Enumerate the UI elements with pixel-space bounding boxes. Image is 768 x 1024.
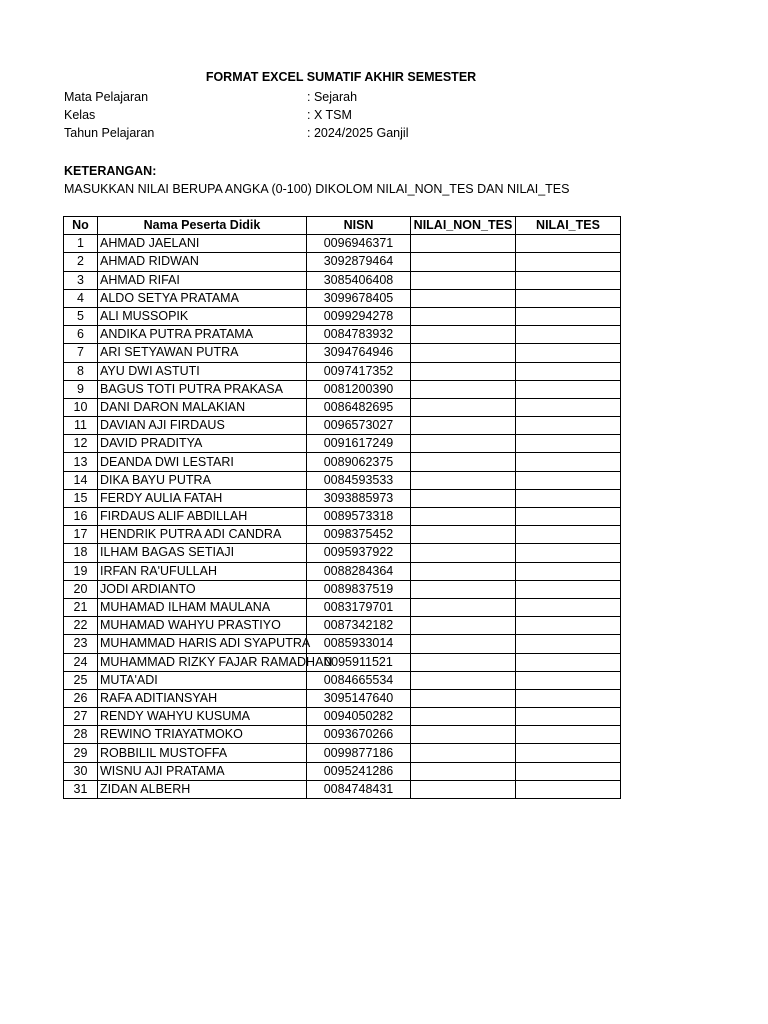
row-number: 30 xyxy=(64,762,98,780)
table-row xyxy=(64,526,621,544)
row-number: 10 xyxy=(64,398,98,416)
student-nisn: 0081200390 xyxy=(307,380,411,398)
nilai-non-tes-cell[interactable] xyxy=(411,580,516,598)
row-number: 24 xyxy=(64,653,98,671)
student-name: JODI ARDIANTO xyxy=(98,580,307,598)
row-number: 15 xyxy=(64,489,98,507)
nilai-tes-cell[interactable] xyxy=(516,326,621,344)
nilai-tes-cell[interactable] xyxy=(516,762,621,780)
nilai-non-tes-cell[interactable] xyxy=(411,417,516,435)
student-name: DIKA BAYU PUTRA xyxy=(98,471,307,489)
student-name: FERDY AULIA FATAH xyxy=(98,489,307,507)
nilai-non-tes-cell[interactable] xyxy=(411,271,516,289)
nilai-tes-cell[interactable] xyxy=(516,653,621,671)
table-header-row xyxy=(64,217,621,235)
student-nisn: 0084748431 xyxy=(307,780,411,798)
student-name: MUHAMAD WAHYU PRASTIYO xyxy=(98,617,307,635)
keterangan-text: MASUKKAN NILAI BERUPA ANGKA (0-100) DIKOLOM NILAI_NON_TES DAN NILAI_TES xyxy=(64,182,570,196)
nilai-tes-cell[interactable] xyxy=(516,617,621,635)
table-row xyxy=(64,653,621,671)
student-nisn: 0088284364 xyxy=(307,562,411,580)
row-number: 9 xyxy=(64,380,98,398)
nilai-tes-cell[interactable] xyxy=(516,708,621,726)
meta-value: : 2024/2025 Ganjil xyxy=(307,126,409,141)
student-nisn: 0095241286 xyxy=(307,762,411,780)
nilai-non-tes-cell[interactable] xyxy=(411,362,516,380)
student-name: RAFA ADITIANSYAH xyxy=(98,689,307,707)
student-name: DAVIAN AJI FIRDAUS xyxy=(98,417,307,435)
table-row xyxy=(64,417,621,435)
nilai-tes-cell[interactable] xyxy=(516,671,621,689)
student-name: WISNU AJI PRATAMA xyxy=(98,762,307,780)
row-number: 13 xyxy=(64,453,98,471)
nilai-non-tes-cell[interactable] xyxy=(411,617,516,635)
row-number: 6 xyxy=(64,326,98,344)
student-nisn: 0089573318 xyxy=(307,508,411,526)
nilai-non-tes-cell[interactable] xyxy=(411,598,516,616)
nilai-non-tes-cell[interactable] xyxy=(411,689,516,707)
row-number: 3 xyxy=(64,271,98,289)
nilai-tes-cell[interactable] xyxy=(516,362,621,380)
student-name: AYU DWI ASTUTI xyxy=(98,362,307,380)
row-number: 29 xyxy=(64,744,98,762)
nilai-tes-cell[interactable] xyxy=(516,526,621,544)
student-grade-table xyxy=(63,216,621,799)
student-nisn: 0099294278 xyxy=(307,307,411,325)
student-nisn: 0084593533 xyxy=(307,471,411,489)
table-row xyxy=(64,289,621,307)
student-nisn: 0086482695 xyxy=(307,398,411,416)
row-number: 23 xyxy=(64,635,98,653)
table-row xyxy=(64,344,621,362)
table-row xyxy=(64,617,621,635)
nilai-non-tes-cell[interactable] xyxy=(411,544,516,562)
student-nisn: 0085933014 xyxy=(307,635,411,653)
row-number: 25 xyxy=(64,671,98,689)
table-row xyxy=(64,708,621,726)
nilai-non-tes-cell[interactable] xyxy=(411,453,516,471)
table-row xyxy=(64,562,621,580)
nilai-non-tes-cell[interactable] xyxy=(411,289,516,307)
nilai-tes-cell[interactable] xyxy=(516,417,621,435)
meta-value: : Sejarah xyxy=(307,90,358,104)
student-name: ILHAM BAGAS SETIAJI xyxy=(98,544,307,562)
nilai-non-tes-cell[interactable] xyxy=(411,344,516,362)
student-nisn: 3092879464 xyxy=(307,253,411,271)
student-name: ANDIKA PUTRA PRATAMA xyxy=(98,326,307,344)
nilai-tes-cell[interactable] xyxy=(516,235,621,253)
student-nisn: 0098375452 xyxy=(307,526,411,544)
student-nisn: 3085406408 xyxy=(307,271,411,289)
table-row xyxy=(64,671,621,689)
nilai-non-tes-cell[interactable] xyxy=(411,744,516,762)
student-name: AHMAD RIDWAN xyxy=(98,253,307,271)
nilai-tes-cell[interactable] xyxy=(516,580,621,598)
table-row xyxy=(64,726,621,744)
nilai-tes-cell[interactable] xyxy=(516,289,621,307)
row-number: 18 xyxy=(64,544,98,562)
header-nilai-tes: NILAI_TES xyxy=(516,217,621,235)
row-number: 8 xyxy=(64,362,98,380)
student-nisn: 0093670266 xyxy=(307,726,411,744)
nilai-tes-cell[interactable] xyxy=(516,398,621,416)
nilai-tes-cell[interactable] xyxy=(516,744,621,762)
nilai-tes-cell[interactable] xyxy=(516,489,621,507)
header-nisn: NISN xyxy=(307,217,411,235)
student-nisn: 0096573027 xyxy=(307,417,411,435)
student-name: ALI MUSSOPIK xyxy=(98,307,307,325)
row-number: 27 xyxy=(64,708,98,726)
meta-label: Tahun Pelajaran xyxy=(64,126,155,141)
meta-row-kelas xyxy=(64,106,624,124)
student-nisn: 0083179701 xyxy=(307,598,411,616)
table-row xyxy=(64,235,621,253)
nilai-tes-cell[interactable] xyxy=(516,307,621,325)
row-number: 4 xyxy=(64,289,98,307)
row-number: 5 xyxy=(64,307,98,325)
row-number: 17 xyxy=(64,526,98,544)
student-nisn: 3093885973 xyxy=(307,489,411,507)
student-nisn: 0095911521 xyxy=(307,653,411,671)
row-number: 19 xyxy=(64,562,98,580)
nilai-non-tes-cell[interactable] xyxy=(411,380,516,398)
nilai-non-tes-cell[interactable] xyxy=(411,562,516,580)
student-nisn: 0095937922 xyxy=(307,544,411,562)
row-number: 28 xyxy=(64,726,98,744)
nilai-tes-cell[interactable] xyxy=(516,726,621,744)
table-row xyxy=(64,253,621,271)
table-body xyxy=(64,235,621,799)
student-nisn: 0089837519 xyxy=(307,580,411,598)
row-number: 14 xyxy=(64,471,98,489)
table-row xyxy=(64,326,621,344)
row-number: 12 xyxy=(64,435,98,453)
student-name: IRFAN RA'UFULLAH xyxy=(98,562,307,580)
nilai-non-tes-cell[interactable] xyxy=(411,653,516,671)
nilai-tes-cell[interactable] xyxy=(516,271,621,289)
student-name: FIRDAUS ALIF ABDILLAH xyxy=(98,508,307,526)
keterangan-heading: KETERANGAN: xyxy=(64,164,157,178)
row-number: 20 xyxy=(64,580,98,598)
table-row xyxy=(64,635,621,653)
table-row xyxy=(64,689,621,707)
student-nisn: 0084665534 xyxy=(307,671,411,689)
nilai-tes-cell[interactable] xyxy=(516,689,621,707)
student-nisn: 0096946371 xyxy=(307,235,411,253)
student-name: AHMAD RIFAI xyxy=(98,271,307,289)
row-number: 31 xyxy=(64,780,98,798)
student-name: MUHAMMAD HARIS ADI SYAPUTRA xyxy=(98,635,307,653)
table-row xyxy=(64,744,621,762)
student-name: DANI DARON MALAKIAN xyxy=(98,398,307,416)
nilai-tes-cell[interactable] xyxy=(516,780,621,798)
student-name: ROBBILIL MUSTOFFA xyxy=(98,744,307,762)
row-number: 26 xyxy=(64,689,98,707)
student-name: HENDRIK PUTRA ADI CANDRA xyxy=(98,526,307,544)
row-number: 1 xyxy=(64,235,98,253)
meta-row-mata-pelajaran xyxy=(64,88,624,106)
student-nisn: 0091617249 xyxy=(307,435,411,453)
student-name: DEANDA DWI LESTARI xyxy=(98,453,307,471)
nilai-non-tes-cell[interactable] xyxy=(411,526,516,544)
student-name: REWINO TRIAYATMOKO xyxy=(98,726,307,744)
nilai-non-tes-cell[interactable] xyxy=(411,508,516,526)
nilai-non-tes-cell[interactable] xyxy=(411,708,516,726)
document-title: FORMAT EXCEL SUMATIF AKHIR SEMESTER xyxy=(205,70,477,84)
nilai-non-tes-cell[interactable] xyxy=(411,726,516,744)
student-name: AHMAD JAELANI xyxy=(98,235,307,253)
nilai-non-tes-cell[interactable] xyxy=(411,762,516,780)
student-nisn: 3099678405 xyxy=(307,289,411,307)
header-no: No xyxy=(64,217,98,235)
student-name: ARI SETYAWAN PUTRA xyxy=(98,344,307,362)
student-name: MUHAMMAD RIZKY FAJAR RAMADHAN xyxy=(98,653,307,671)
row-number: 2 xyxy=(64,253,98,271)
student-nisn: 0094050282 xyxy=(307,708,411,726)
nilai-non-tes-cell[interactable] xyxy=(411,398,516,416)
meta-label: Mata Pelajaran xyxy=(64,90,149,104)
table-row xyxy=(64,762,621,780)
student-name: ALDO SETYA PRATAMA xyxy=(98,289,307,307)
student-name: MUHAMAD ILHAM MAULANA xyxy=(98,598,307,616)
nilai-tes-cell[interactable] xyxy=(516,435,621,453)
table-row xyxy=(64,489,621,507)
student-nisn: 0089062375 xyxy=(307,453,411,471)
student-name: MUTA'ADI xyxy=(98,671,307,689)
nilai-tes-cell[interactable] xyxy=(516,453,621,471)
nilai-non-tes-cell[interactable] xyxy=(411,471,516,489)
table-row xyxy=(64,598,621,616)
nilai-non-tes-cell[interactable] xyxy=(411,671,516,689)
table-row xyxy=(64,271,621,289)
table-row xyxy=(64,435,621,453)
nilai-tes-cell[interactable] xyxy=(516,344,621,362)
table-row xyxy=(64,580,621,598)
nilai-non-tes-cell[interactable] xyxy=(411,326,516,344)
header-nilai-non-tes: NILAI_NON_TES xyxy=(411,217,516,235)
nilai-tes-cell[interactable] xyxy=(516,253,621,271)
student-nisn: 0087342182 xyxy=(307,617,411,635)
nilai-tes-cell[interactable] xyxy=(516,598,621,616)
nilai-tes-cell[interactable] xyxy=(516,562,621,580)
student-nisn: 0099877186 xyxy=(307,744,411,762)
nilai-tes-cell[interactable] xyxy=(516,635,621,653)
table-row xyxy=(64,471,621,489)
nilai-tes-cell[interactable] xyxy=(516,508,621,526)
row-number: 16 xyxy=(64,508,98,526)
table-row xyxy=(64,362,621,380)
row-number: 7 xyxy=(64,344,98,362)
nilai-non-tes-cell[interactable] xyxy=(411,435,516,453)
nilai-tes-cell[interactable] xyxy=(516,380,621,398)
table-row xyxy=(64,380,621,398)
nilai-non-tes-cell[interactable] xyxy=(411,307,516,325)
student-nisn: 3095147640 xyxy=(307,689,411,707)
student-nisn: 3094764946 xyxy=(307,344,411,362)
nilai-non-tes-cell[interactable] xyxy=(411,780,516,798)
table-row xyxy=(64,508,621,526)
nilai-non-tes-cell[interactable] xyxy=(411,235,516,253)
nilai-non-tes-cell[interactable] xyxy=(411,253,516,271)
student-nisn: 0097417352 xyxy=(307,362,411,380)
header-nama-peserta-didik: Nama Peserta Didik xyxy=(98,217,307,235)
nilai-non-tes-cell[interactable] xyxy=(411,489,516,507)
table-row xyxy=(64,398,621,416)
student-name: BAGUS TOTI PUTRA PRAKASA xyxy=(98,380,307,398)
meta-row-tahun-pelajaran xyxy=(64,124,624,142)
table-row xyxy=(64,544,621,562)
meta-label: Kelas xyxy=(64,108,96,123)
student-name: ZIDAN ALBERH xyxy=(98,780,307,798)
student-name: DAVID PRADITYA xyxy=(98,435,307,453)
nilai-tes-cell[interactable] xyxy=(516,544,621,562)
document-meta xyxy=(64,88,624,143)
table-row xyxy=(64,453,621,471)
row-number: 22 xyxy=(64,617,98,635)
row-number: 21 xyxy=(64,598,98,616)
row-number: 11 xyxy=(64,417,98,435)
nilai-tes-cell[interactable] xyxy=(516,471,621,489)
student-nisn: 0084783932 xyxy=(307,326,411,344)
student-name: RENDY WAHYU KUSUMA xyxy=(98,708,307,726)
table-row xyxy=(64,780,621,798)
nilai-non-tes-cell[interactable] xyxy=(411,635,516,653)
meta-value: : X TSM xyxy=(307,108,352,123)
table-row xyxy=(64,307,621,325)
